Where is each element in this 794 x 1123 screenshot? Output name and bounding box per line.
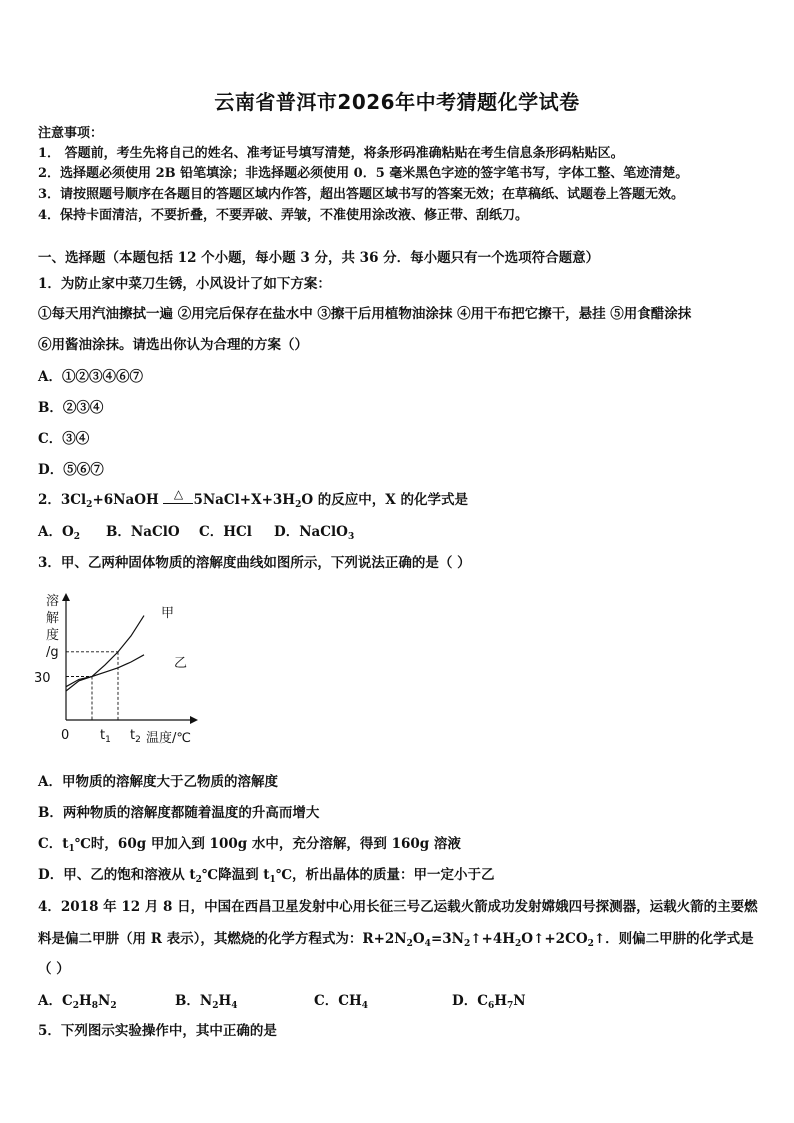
x-tick-t2: $t_2$ bbox=[130, 728, 141, 745]
y-axis-arrow bbox=[62, 593, 70, 601]
question-3-option-a: A．甲物质的溶解度大于乙物质的溶解度 bbox=[38, 774, 278, 790]
question-2-option-c: C．HCl bbox=[199, 524, 252, 540]
question-4-line: 料是偏二甲肼（用 R 表示），其燃烧的化学方程式为：$R+2N_2O_4=3N_2↑+4H_2O↑+2CO_2↑$．则偏二甲肼的化学式是 bbox=[38, 931, 754, 949]
question-2-stem: 2．$3Cl_2+6NaOH$ △ $5NaCl+X+3H_2O$ 的反应中，X 的化学式是 bbox=[38, 487, 468, 510]
question-4-line: 4．2018 年 12 月 8 日，中国在西昌卫星发射中心用长征三号乙运载火箭成功发射嫦娥四号探测器，运载火箭的主要燃 bbox=[38, 899, 758, 915]
question-1-options-line: ⑥用酱油涂抹。请选出你认为合理的方案（） bbox=[38, 337, 308, 353]
question-4-option-d: D．$C_6H_7N$ bbox=[452, 993, 526, 1011]
question-3-option-b: B．两种物质的溶解度都随着温度的升高而增大 bbox=[38, 805, 320, 821]
question-4-option-a: A．$C_2H_8N_2$ bbox=[38, 993, 117, 1011]
question-4-line: （ ） bbox=[38, 961, 70, 977]
note-item: 1． 答题前，考生先将自己的姓名、准考证号填写清楚，将条形码准确粘贴在考生信息条形码粘贴区。 bbox=[38, 146, 624, 161]
series-label-jia: 甲 bbox=[161, 606, 175, 621]
question-3-option-c: C．$t_1℃$时，60g 甲加入到 100g 水中，充分溶解，得到 160g 溶液 bbox=[38, 836, 461, 854]
question-2-option-a: A．$O_2$ bbox=[38, 524, 80, 542]
question-1-stem: 1．为防止家中菜刀生锈，小风设计了如下方案： bbox=[38, 276, 331, 292]
question-2-option-d: D．NaClO$_3$ bbox=[274, 524, 355, 542]
question-2-option-b: B．NaClO bbox=[106, 524, 180, 540]
note-item: 2．选择题必须使用 2B 铅笔填涂；非选择题必须使用 0．5 毫米黑色字迹的签字笔书写，字体工整、笔迹清楚。 bbox=[38, 166, 689, 181]
notes-header: 注意事项： bbox=[38, 126, 104, 141]
question-1-options-line: ①每天用汽油擦拭一遍 ②用完后保存在盐水中 ③擦干后用植物油涂抹 ④用干布把它擦干，悬挂 ⑤用食醋涂抹 bbox=[38, 306, 692, 322]
note-item: 3．请按照题号顺序在各题目的答题区域内作答，超出答题区域书写的答案无效；在草稿纸、试题卷上答题无效。 bbox=[38, 187, 685, 202]
page-title: 云南省普洱市2026年中考猜题化学试卷 bbox=[214, 90, 580, 114]
question-1-option-a: A．①②③④⑥⑦ bbox=[38, 369, 143, 385]
question-1-option-c: C．③④ bbox=[38, 431, 90, 447]
x-axis-label: 温度/℃ bbox=[146, 731, 191, 746]
x-tick-origin: 0 bbox=[61, 728, 70, 743]
solubility-chart bbox=[34, 593, 200, 748]
section-heading: 一、选择题（本题包括 12 个小题，每小题 3 分，共 36 分．每小题只有一个选项符合题意） bbox=[38, 250, 600, 266]
question-4-option-c: C．$CH_4$ bbox=[314, 993, 369, 1011]
question-3-option-d: D．甲、乙的饱和溶液从 $t_2℃$降温到 $t_1℃$，析出晶体的质量：甲一定小于乙 bbox=[38, 867, 495, 885]
y-tick-30: 30 bbox=[34, 671, 51, 686]
question-4-option-b: B．$N_2H_4$ bbox=[175, 993, 238, 1011]
note-item: 4．保持卡面清洁，不要折叠，不要弄破、弄皱，不准使用涂改液、修正带、刮纸刀。 bbox=[38, 208, 529, 223]
question-5-stem: 5．下列图示实验操作中，其中正确的是 bbox=[38, 1023, 277, 1039]
question-1-option-d: D．⑤⑥⑦ bbox=[38, 462, 104, 478]
question-1-option-b: B．②③④ bbox=[38, 400, 104, 416]
x-axis-arrow bbox=[190, 716, 198, 724]
heat-condition: △ bbox=[163, 494, 193, 504]
x-tick-t1: $t_1$ bbox=[100, 728, 111, 745]
series-label-yi: 乙 bbox=[174, 656, 188, 671]
question-3-stem: 3．甲、乙两种固体物质的溶解度曲线如图所示，下列说法正确的是（ ） bbox=[38, 555, 471, 571]
y-axis-label: 溶 解 度 /g bbox=[46, 594, 60, 660]
